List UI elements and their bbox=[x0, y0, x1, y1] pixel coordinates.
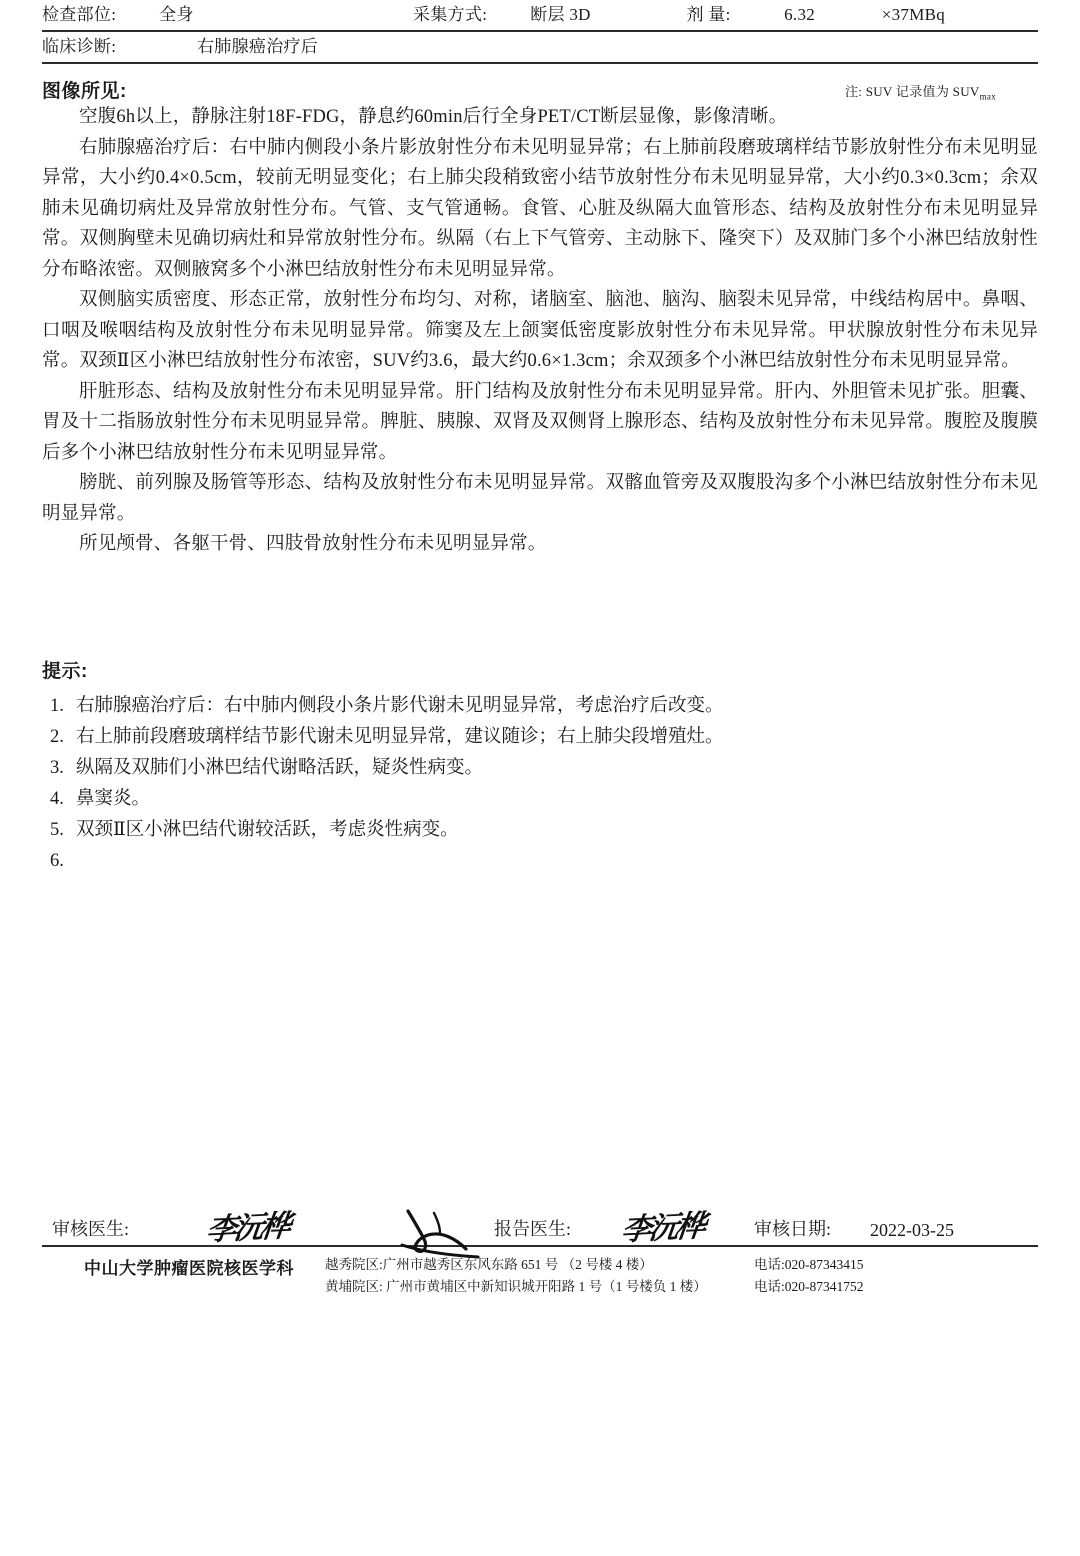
exam-site-label: 检查部位: bbox=[42, 5, 117, 24]
impression-item bbox=[42, 691, 1038, 722]
telephone-yuexiu: 电话:020-87343415 bbox=[754, 1257, 864, 1272]
header-row-exam bbox=[42, 0, 1038, 30]
findings-body bbox=[42, 102, 1038, 560]
reviewer-label: 审核医生: bbox=[52, 1219, 130, 1239]
impression-item-text: 右肺腺癌治疗后：右中肺内侧段小条片影代谢未见明显异常，考虑治疗后改变。 bbox=[76, 695, 724, 716]
reviewer-signature: 李沅桦 bbox=[204, 1208, 290, 1249]
impression-item bbox=[42, 753, 1038, 784]
acquisition-value: 断层 3D bbox=[530, 5, 591, 24]
exam-site-value: 全身 bbox=[159, 5, 194, 24]
clinical-diagnosis-label: 临床诊断: bbox=[42, 37, 117, 56]
findings-paragraph: 肝脏形态、结构及放射性分布未见明显异常。肝门结构及放射性分布未见明显异常。肝内、外胆管未见扩张。胆囊、胃及十二指肠放射性分布未见明显异常。脾脏、胰腺、双肾及双侧肾上腺形态、结构及放射性分布未见异常。腹腔及腹膜后多个小淋巴结放射性分布未见明显异常。 bbox=[42, 381, 1038, 463]
dose-value: 6.32 bbox=[784, 5, 816, 24]
findings-paragraph: 所见颅骨、各躯干骨、四肢骨放射性分布未见明显异常。 bbox=[79, 534, 547, 554]
footer-divider bbox=[42, 1245, 1038, 1247]
review-date-label: 审核日期: bbox=[754, 1219, 832, 1239]
dose-unit: ×37MBq bbox=[881, 5, 946, 24]
address-lines bbox=[325, 1254, 707, 1298]
findings-title: 图像所见: bbox=[42, 81, 127, 102]
address-line-yuexiu: 越秀院区:广州市越秀区东风东路 651 号 （2 号楼 4 楼） bbox=[325, 1257, 653, 1272]
findings-paragraph: 膀胱、前列腺及肠管等形态、结构及放射性分布未见明显异常。双髂血管旁及双腹股沟多个小淋巴结放射性分布未见明显异常。 bbox=[42, 473, 1038, 524]
impression-item-number: 5. bbox=[50, 819, 64, 840]
findings-paragraph: 右肺腺癌治疗后：右中肺内侧段小条片影放射性分布未见明显异常；右上肺前段磨玻璃样结节影放射性分布未见明显异常，大小约0.4×0.5cm，较前无明显变化；右上肺尖段稍致密小结节放射性分布未见明显异常，大小约0.3×0.3cm；余双肺未见确切病灶及异常放射性分布。气管、支气管通畅。食管、心脏及纵隔大血管形态、结构及放射性分布未见明显异常。双侧胸壁未见确切病灶和异常放射性分布。纵隔（右上下气管旁、主动脉下、隆突下）及双肺门多个小淋巴结放射性分布略浓密。双侧腋窝多个小淋巴结放射性分布未见明显异常。 bbox=[42, 137, 1038, 280]
header-divider-2 bbox=[42, 62, 1038, 64]
address-line-huangpu: 黄埔院区: 广州市黄埔区中新知识城开阳路 1 号（1 号楼负 1 楼） bbox=[325, 1279, 707, 1294]
findings-paragraph: 双侧脑实质密度、形态正常，放射性分布均匀、对称，诸脑室、脑池、脑沟、脑裂未见异常，中线结构居中。鼻咽、口咽及喉咽结构及放射性分布未见明显异常。筛窦及左上颌窦低密度影放射性分布未见异常。甲状腺放射性分布未见异常。双颈Ⅱ区小淋巴结放射性分布浓密，SUV约3.6，最大约0.6×1.3cm；余双颈多个小淋巴结放射性分布未见明显异常。 bbox=[42, 290, 1038, 371]
review-date-value: 2022-03-25 bbox=[870, 1220, 954, 1240]
impression-item bbox=[42, 784, 1038, 815]
impression-item-number: 2. bbox=[50, 726, 64, 747]
clinical-diagnosis-value: 右肺腺癌治疗后 bbox=[197, 37, 319, 56]
report-footer bbox=[42, 1201, 1038, 1310]
acquisition-label: 采集方式: bbox=[413, 5, 488, 24]
impression-item bbox=[42, 815, 1038, 846]
impression-item-number: 4. bbox=[50, 788, 64, 809]
impression-item-text: 右上肺前段磨玻璃样结节影代谢未见明显异常，建议随诊；右上肺尖段增殖灶。 bbox=[76, 726, 724, 747]
reporter-signature: 李沅桦 bbox=[619, 1208, 705, 1249]
impression-item-number: 3. bbox=[50, 757, 64, 778]
dose-label: 剂 量: bbox=[686, 5, 731, 24]
footer-address-block bbox=[42, 1254, 1038, 1310]
findings-header bbox=[42, 76, 1038, 102]
impression-item-text: 纵隔及双肺们小淋巴结代谢略活跃，疑炎性病变。 bbox=[76, 757, 484, 778]
telephone-lines bbox=[754, 1254, 864, 1298]
suv-note bbox=[845, 81, 996, 102]
impression-item-text: 双颈Ⅱ区小淋巴结代谢较活跃，考虑炎性病变。 bbox=[76, 819, 459, 840]
signature-row bbox=[42, 1201, 1038, 1249]
findings-paragraph: 空腹6h以上，静脉注射18F-FDG，静息约60min后行全身PET/CT断层显像，影像清晰。 bbox=[79, 107, 788, 127]
impression-list bbox=[42, 691, 1038, 871]
suv-note-text: 注: SUV 记录值为 SUV bbox=[844, 84, 980, 99]
telephone-huangpu: 电话:020-87341752 bbox=[754, 1279, 864, 1294]
hospital-name: 中山大学肿瘤医院核医学科 bbox=[84, 1259, 294, 1278]
reporter-label: 报告医生: bbox=[494, 1219, 572, 1239]
impression-item-number: 6. bbox=[50, 850, 64, 871]
impression-title: 提示: bbox=[42, 660, 88, 682]
header-table bbox=[42, 0, 1038, 64]
impression-item-text: 鼻窦炎。 bbox=[76, 788, 151, 809]
impression-item-number: 1. bbox=[50, 695, 64, 716]
impression-item bbox=[42, 722, 1038, 753]
header-row-diagnosis bbox=[42, 32, 1038, 62]
suv-note-subscript: max bbox=[979, 91, 996, 102]
